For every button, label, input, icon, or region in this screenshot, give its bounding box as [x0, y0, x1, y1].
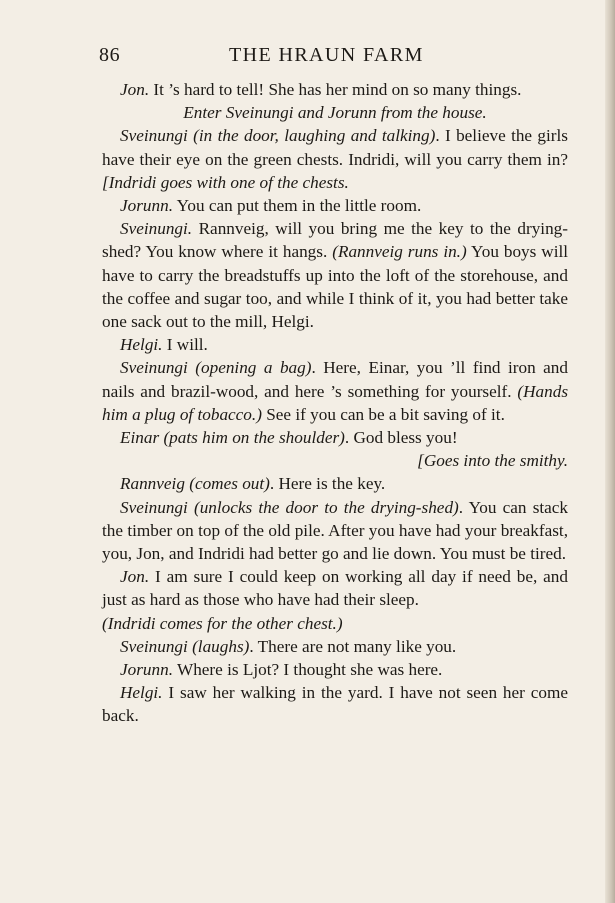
page-number: 86 — [99, 44, 121, 66]
running-title: THE HRAUN FARM — [229, 44, 424, 66]
play-text — [102, 78, 568, 728]
dialogue-line: Rannveig (comes out). Here is the key. — [120, 474, 386, 494]
running-header — [99, 44, 569, 72]
dialogue-line: Helgi. I saw her walking in the yard. I have not seen her come back. — [102, 683, 568, 726]
dialogue-line: Jon. It ’s hard to tell! She has her mind on so many things. — [120, 80, 522, 99]
stage-direction: [Indridi goes with one of the chests. — [102, 172, 349, 192]
stage-direction: (Indridi comes for the other chest.) — [102, 613, 343, 633]
dialogue-line: Jorunn. Where is Ljot? I thought she was here. — [120, 660, 443, 680]
dialogue-line: Einar (pats him on the shoulder). God bless you! — [120, 428, 458, 448]
stage-direction: [Goes into the smithy. — [417, 451, 568, 471]
dialogue-line: Sveinungi (opening a bag). Here, Einar, you ’ll find iron and nails and brazil-wood, and here ’s something for yourself. (Hands him a plug of tobacco.) See if you can be a bit saving of it. — [102, 358, 569, 424]
dialogue-line: Jon. I am sure I could keep on working all day if need be, and just as hard as those who have had their sleep. — [102, 567, 568, 610]
dialogue-line: Sveinungi (in the door, laughing and talking). I believe the girls have their eye on the green chests. Indridi, will you carry them in? [Indridi goes with one of the chests. — [102, 126, 568, 192]
stage-direction: Enter Sveinungi and Jorunn from the house. — [183, 103, 487, 123]
dialogue-line: Sveinungi (laughs). There are not many like you. — [120, 636, 457, 656]
page-edge — [605, 0, 615, 903]
dialogue-line: Helgi. I will. — [120, 335, 208, 355]
dialogue-line: Jorunn. You can put them in the little room. — [120, 196, 422, 216]
dialogue-line: Sveinungi (unlocks the door to the drying-shed). You can stack the timber on top of the old pile. After you have had your breakfast, you, Jon, and Indridi had better go and lie down. You must be tired. — [102, 497, 569, 564]
dialogue-line: Sveinungi. Rannveig, will you bring me the key to the drying-shed? You know where it hangs. (Rannveig runs in.) You boys will have to carry the breadstuffs up into the loft of the storehouse, and the coffee and sugar too, and while I think of it, you had better take one sack out to the mill, Helgi. — [102, 219, 569, 332]
